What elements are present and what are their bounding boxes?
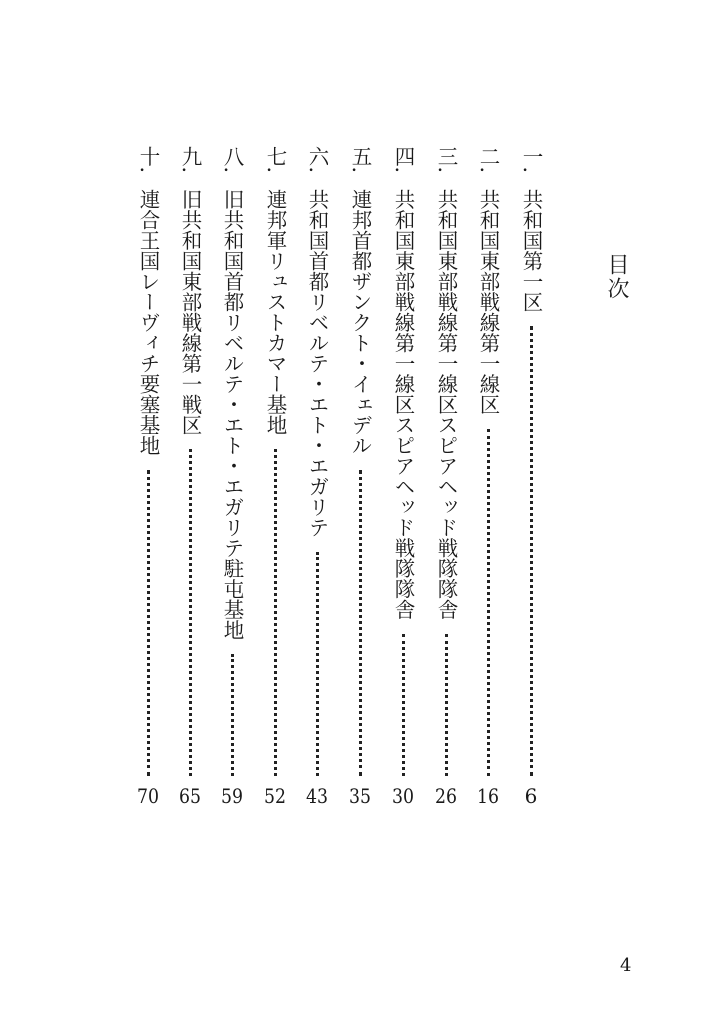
toc-entry-title: 共和国首都リベルテ・エト・エガリテ: [305, 189, 329, 538]
toc-dot-leader: [445, 634, 448, 776]
toc-entry-number: 六.: [305, 146, 329, 174]
toc-entry-number: 九.: [178, 146, 202, 174]
toc-entry[interactable]: [344, 146, 376, 806]
toc-entry-page: 52: [264, 786, 286, 806]
toc-entry-page: 30: [392, 786, 414, 806]
toc-entry-page: 65: [179, 786, 201, 806]
toc-entry-number: 一.: [519, 146, 543, 174]
toc-entry[interactable]: [301, 146, 333, 806]
toc-entry-title: 共和国東部戦線第一線区スピアヘッド戦隊隊舎: [434, 189, 458, 620]
toc-dot-leader: [189, 449, 192, 776]
toc-entry-title: 共和国第一区: [519, 189, 543, 313]
toc-entry-title: 連邦軍リュストカマー基地: [263, 189, 287, 436]
toc-entry[interactable]: [259, 146, 291, 806]
toc-entry[interactable]: [174, 146, 206, 806]
page-number: 4: [620, 955, 632, 976]
toc-entry-title: 連合王国レーヴィチ要塞基地: [136, 189, 160, 456]
toc-entry-page: 6: [524, 786, 538, 806]
page-title: 目次: [604, 253, 629, 301]
toc-entry-page: 70: [137, 786, 159, 806]
toc-entry-title: 連邦首都ザンクト・イェデル: [348, 189, 372, 456]
toc-entry-page: 35: [349, 786, 371, 806]
toc-entry[interactable]: [387, 146, 419, 806]
toc-dot-leader: [231, 654, 234, 776]
toc-entry-page: 59: [221, 786, 243, 806]
toc-entry-number: 二.: [476, 146, 500, 174]
toc-dot-leader: [147, 470, 150, 776]
toc-entry[interactable]: [515, 146, 547, 806]
toc-entry-title: 共和国東部戦線第一線区: [476, 189, 500, 415]
toc-entry[interactable]: [132, 146, 164, 806]
toc-dot-leader: [359, 470, 362, 776]
toc-entry[interactable]: [430, 146, 462, 806]
toc-entry-number: 五.: [348, 146, 372, 174]
toc-entry-number: 四.: [391, 146, 415, 174]
toc-entry-page: 26: [435, 786, 457, 806]
toc-dot-leader: [316, 552, 319, 776]
toc-dot-leader: [487, 429, 490, 776]
toc-entry-number: 八.: [220, 146, 244, 174]
toc-entry[interactable]: [216, 146, 248, 806]
toc-entry-number: 七.: [263, 146, 287, 174]
toc-entry-page: 16: [477, 786, 499, 806]
toc-entry[interactable]: [472, 146, 504, 806]
toc-dot-leader: [530, 326, 533, 776]
toc-entry-number: 十.: [136, 146, 160, 174]
toc-entry-page: 43: [306, 786, 328, 806]
toc-dot-leader: [274, 449, 277, 776]
toc-entry-number: 三.: [434, 146, 458, 174]
toc-dot-leader: [402, 634, 405, 776]
toc-entry-title: 旧共和国東部戦線第一戦区: [178, 189, 202, 436]
toc-entry-title: 共和国東部戦線第一線区スピアヘッド戦隊隊舎: [391, 189, 415, 620]
toc-entry-title: 旧共和国首都リベルテ・エト・エガリテ駐屯基地: [220, 189, 244, 641]
